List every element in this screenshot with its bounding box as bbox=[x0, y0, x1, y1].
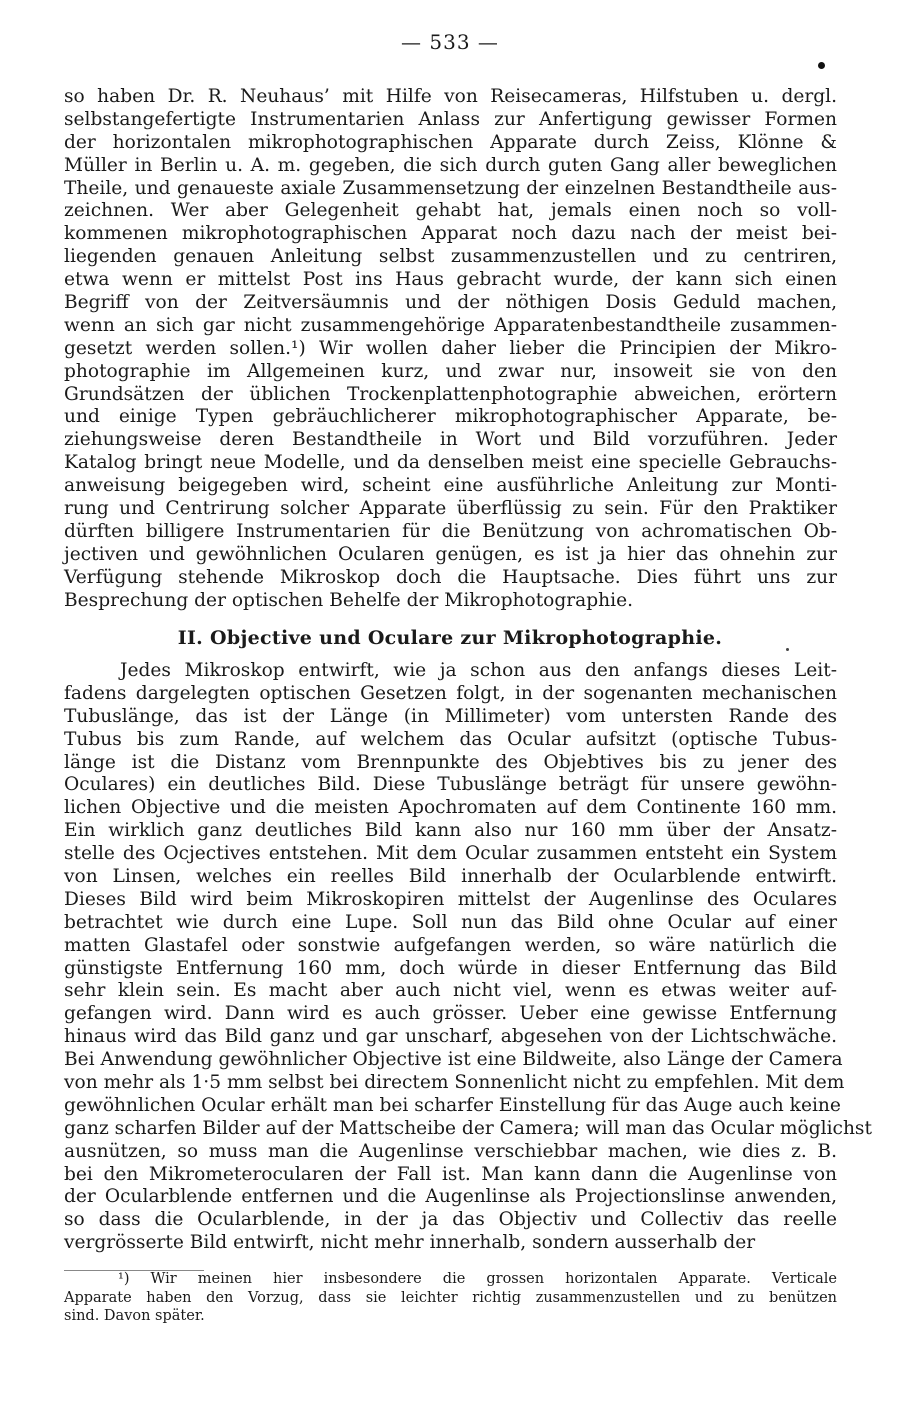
text-line: anweisung beigegeben wird, scheint eine ausführliche Anleitung zur Monti- bbox=[64, 475, 837, 497]
text-line: dürften billigere Instrumentarien für die Benützung von achromatischen Ob- bbox=[64, 520, 837, 542]
footnote-line: Apparate haben den Vorzug, dass sie leichter richtig zusammenzustellen und zu benützen bbox=[64, 1289, 837, 1306]
text-line: so haben Dr. R. Neuhaus’ mit Hilfe von Reisecameras, Hilfstuben u. dergl. bbox=[64, 86, 837, 107]
text-line: ganz scharfen Bilder auf der Mattscheibe der Camera; will man das Ocular möglichst bbox=[64, 1117, 872, 1139]
text-line: Dieses Bild wird beim Mikroskopiren mittelst der Augenlinse des Oculares bbox=[64, 888, 837, 910]
text-line: Verfügung stehende Mikroskop doch die Hauptsache. Dies führt uns zur bbox=[64, 566, 837, 588]
text-line: Tubus bis zum Rande, auf welchem das Ocular aufsitzt (optische Tubus- bbox=[64, 728, 837, 750]
text-line: Grundsätzen der üblichen Trockenplattenphotographie abweichen, erörtern bbox=[64, 383, 837, 405]
text-line: ausnützen, so muss man die Augenlinse verschiebbar machen, wie dies z. B. bbox=[64, 1140, 837, 1162]
text-line: der Ocularblende entfernen und die Augenlinse als Projectionslinse anwenden, bbox=[64, 1186, 837, 1208]
text-line: Ein wirklich ganz deutliches Bild kann also nur 160 mm über der Ansatz- bbox=[64, 820, 837, 842]
text-line: liegenden genauen Anleitung selbst zusammenzustellen und zu centriren, bbox=[64, 246, 837, 268]
text-line: Bei Anwendung gewöhnlicher Objective ist eine Bildweite, also Länge der Camera bbox=[64, 1049, 843, 1071]
paragraph-objectives bbox=[64, 660, 872, 1255]
text-line: gesetzt werden sollen.¹) Wir wollen daher lieber die Principien der Mikro- bbox=[64, 337, 837, 359]
footnote-line: ¹) Wir meinen hier insbesondere die grossen horizontalen Apparate. Verticale bbox=[118, 1271, 837, 1287]
text-line: Katalog bringt neue Modelle, und da denselben meist eine specielle Gebrauchs- bbox=[64, 452, 837, 474]
text-line: vergrösserte Bild entwirft, nicht mehr innerhalb, sondern ausserhalb der bbox=[64, 1232, 756, 1254]
text-line: länge ist die Distanz vom Brennpunkte des Objebtives bis zu jener des bbox=[64, 751, 837, 773]
text-line: jectiven und gewöhnlichen Ocularen genügen, es ist ja hier das ohnehin zur bbox=[64, 543, 837, 565]
text-line: selbstangefertigte Instrumentarien Anlass zur Anfertigung gewisser Formen bbox=[64, 108, 837, 130]
text-line: stelle des Ocjectives entstehen. Mit dem Ocular zusammen entsteht ein System bbox=[64, 843, 837, 865]
text-line: günstigste Entfernung 160 mm, doch würde in dieser Entfernung das Bild bbox=[64, 957, 837, 979]
text-line: und einige Typen gebräuchlicherer mikrophotographischer Apparate, be- bbox=[64, 406, 837, 428]
text-line: sehr klein sein. Es macht aber auch nicht viel, wenn es etwas weiter auf- bbox=[64, 980, 837, 1002]
text-line: von mehr als 1·5 mm selbst bei directem Sonnenlicht nicht zu empfehlen. Mit dem bbox=[64, 1072, 845, 1094]
text-line: matten Glastafel oder sonstwie aufgefangen werden, so wäre natürlich die bbox=[64, 934, 837, 956]
text-line: kommenen mikrophotographischen Apparat noch dazu nach der meist bei- bbox=[64, 223, 837, 245]
text-line: so dass die Ocularblende, in der ja das Objectiv und Collectiv das reelle bbox=[64, 1209, 837, 1231]
text-line: gewöhnlichen Ocular erhält man bei scharfer Einstellung für das Auge auch keine bbox=[64, 1094, 841, 1116]
footnote bbox=[64, 1270, 837, 1326]
text-line: betrachtet wie durch eine Lupe. Soll nun das Bild ohne Ocular auf einer bbox=[64, 911, 837, 933]
text-line: zeichnen. Wer aber Gelegenheit gehabt hat, jemals einen noch so voll- bbox=[64, 200, 837, 222]
text-line: Jedes Mikroskop entwirft, wie ja schon aus den anfangs dieses Leit- bbox=[120, 660, 837, 681]
text-line: photographie im Allgemeinen kurz, und zwar nur, insoweit sie von den bbox=[64, 360, 837, 382]
footnote-line: sind. Davon später. bbox=[64, 1308, 205, 1324]
text-line: rung und Centrirung solcher Apparate überflüssig zu sein. Für den Praktiker bbox=[64, 498, 837, 520]
text-line: Besprechung der optischen Behelfe der Mikrophotographie. bbox=[64, 589, 633, 611]
ink-speck bbox=[818, 62, 825, 69]
text-line: fadens dargelegten optischen Gesetzen folgt, in der sogenanten mechanischen bbox=[64, 682, 837, 704]
text-line: der horizontalen mikrophotographischen Apparate durch Zeiss, Klönne & bbox=[64, 131, 837, 153]
text-line: etwa wenn er mittelst Post ins Haus gebracht wurde, der kann sich einen bbox=[64, 269, 837, 291]
text-line: Theile, und genaueste axiale Zusammensetzung der einzelnen Bestandtheile aus- bbox=[64, 177, 837, 199]
text-line: bei den Mikrometerocularen der Fall ist. Man kann dann die Augenlinse von bbox=[64, 1163, 837, 1185]
section-heading: II. Objective und Oculare zur Mikrophotographie. bbox=[177, 627, 723, 649]
text-line: Müller in Berlin u. A. m. gegeben, die sich durch guten Gang aller beweglichen bbox=[64, 154, 837, 176]
text-line: hinaus wird das Bild ganz und gar unscharf, abgesehen von der Lichtschwäche. bbox=[64, 1026, 837, 1048]
text-line: lichen Objective und die meisten Apochromaten auf dem Continente 160 mm. bbox=[64, 797, 837, 819]
paragraph-intro bbox=[64, 86, 837, 612]
text-line: gefangen wird. Dann wird es auch grösser. Ueber eine gewisse Entfernung bbox=[64, 1003, 837, 1025]
text-line: Tubuslänge, das ist der Länge (in Millimeter) vom untersten Rande des bbox=[64, 705, 837, 727]
page-number: — 533 — bbox=[401, 30, 499, 54]
text-line: Oculares) ein deutliches Bild. Diese Tubuslänge beträgt für unsere gewöhn- bbox=[64, 774, 837, 796]
text-line: von Linsen, welches ein reelles Bild innerhalb der Ocularblende entwirft. bbox=[64, 866, 837, 888]
text-line: Begriff von der Zeitversäumnis und der nöthigen Dosis Geduld machen, bbox=[64, 292, 837, 314]
text-line: ziehungsweise deren Bestandtheile in Wort und Bild vorzuführen. Jeder bbox=[64, 429, 837, 451]
text-line: wenn an sich gar nicht zusammengehörige Apparatenbestandtheile zusammen- bbox=[64, 314, 837, 336]
